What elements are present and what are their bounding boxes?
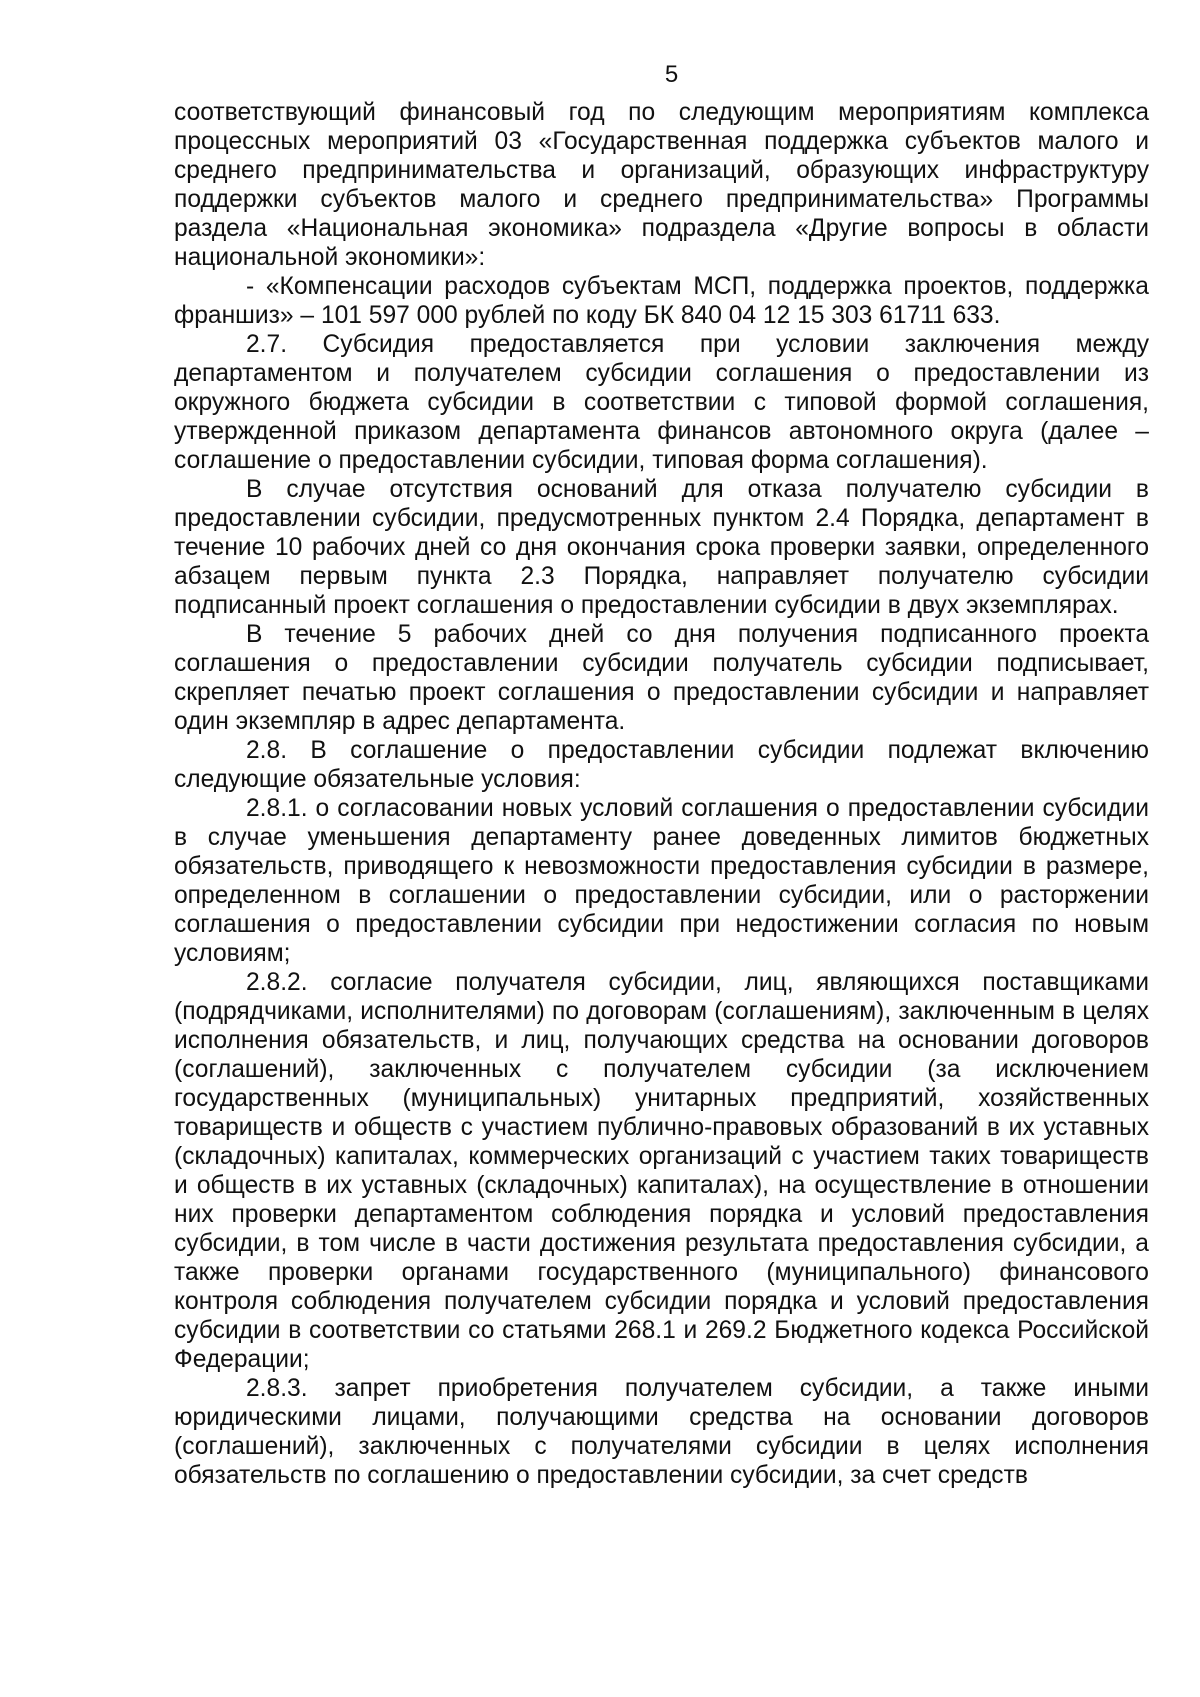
document-page — [174, 60, 1149, 1490]
paragraph-2-8-1: 2.8.1. о согласовании новых условий соглашения о предоставлении субсидии в случае уменьшения департаменту ранее доведенных лимитов бюджетных обязательств, приводящего к невозможности предоставления субсидии в размере, определенном в соглашении о предоставлении субсидии, или о расторжении соглашения о предоставлении субсидии при недостижении согласия по новым условиям; — [174, 795, 1149, 967]
paragraph-2-7-signing: В течение 5 рабочих дней со дня получения подписанного проекта соглашения о предоставлении субсидии получатель субсидии подписывает, скрепляет печатью проект соглашения о предоставлении субсидии и направляет один экземпляр в адрес департамента. — [174, 621, 1149, 735]
paragraph-2-7: 2.7. Субсидия предоставляется при условии заключения между департаментом и получателем субсидии соглашения о предоставлении из окружного бюджета субсидии в соответствии с типовой формой соглашения, утвержденной приказом департамента финансов автономного округа (далее – соглашение о предоставлении субсидии, типовая форма соглашения). — [174, 331, 1149, 474]
paragraph-intro-continuation: соответствующий финансовый год по следующим мероприятиям комплекса процессных мероприятий 03 «Государственная поддержка субъектов малого и среднего предпринимательства и организаций, образующих инфраструктуру поддержки субъектов малого и среднего предпринимательства» Программы раздела «Национальная экономика» подраздела «Другие вопросы в области национальной экономики»: — [174, 99, 1149, 271]
paragraph-compensation-item: - «Компенсации расходов субъектам МСП, поддержка проектов, поддержка франшиз» – 101 597 000 рублей по коду БК 840 04 12 15 303 61711 633. — [174, 273, 1149, 329]
document-body — [174, 98, 1149, 1490]
page-number: 5 — [664, 61, 679, 88]
paragraph-2-8-3: 2.8.3. запрет приобретения получателем субсидии, а также иными юридическими лицами, получающими средства на основании договоров (соглашений), заключенных с получателями субсидии в целях исполнения обязательств по соглашению о предоставлении субсидии, за счет средств — [174, 1375, 1149, 1489]
paragraph-2-8: 2.8. В соглашение о предоставлении субсидии подлежат включению следующие обязательные условия: — [174, 737, 1149, 793]
paragraph-2-8-2: 2.8.2. согласие получателя субсидии, лиц, являющихся поставщиками (подрядчиками, исполнителями) по договорам (соглашениям), заключенным в целях исполнения обязательств, и лиц, получающих средства на основании договоров (соглашений), заключенных с получателем субсидии (за исключением государственных (муниципальных) унитарных предприятий, хозяйственных товариществ и обществ с участием публично-правовых образований в их уставных (складочных) капиталах, коммерческих организаций с участием таких товариществ и обществ в их уставных (складочных) капиталах), на осуществление в отношении них проверки департаментом соблюдения порядка и условий предоставления субсидии, в том числе в части достижения результата предоставления субсидии, а также проверки органами государственного (муниципального) финансового контроля соблюдения получателем субсидии порядка и условий предоставления субсидии в соответствии со статьями 268.1 и 269.2 Бюджетного кодекса Российской Федерации; — [174, 969, 1149, 1373]
paragraph-2-7-no-refusal: В случае отсутствия оснований для отказа получателю субсидии в предоставлении субсидии, предусмотренных пунктом 2.4 Порядка, департамент в течение 10 рабочих дней со дня окончания срока проверки заявки, определенного абзацем первым пункта 2.3 Порядка, направляет получателю субсидии подписанный проект соглашения о предоставлении субсидии в двух экземплярах. — [174, 476, 1149, 619]
